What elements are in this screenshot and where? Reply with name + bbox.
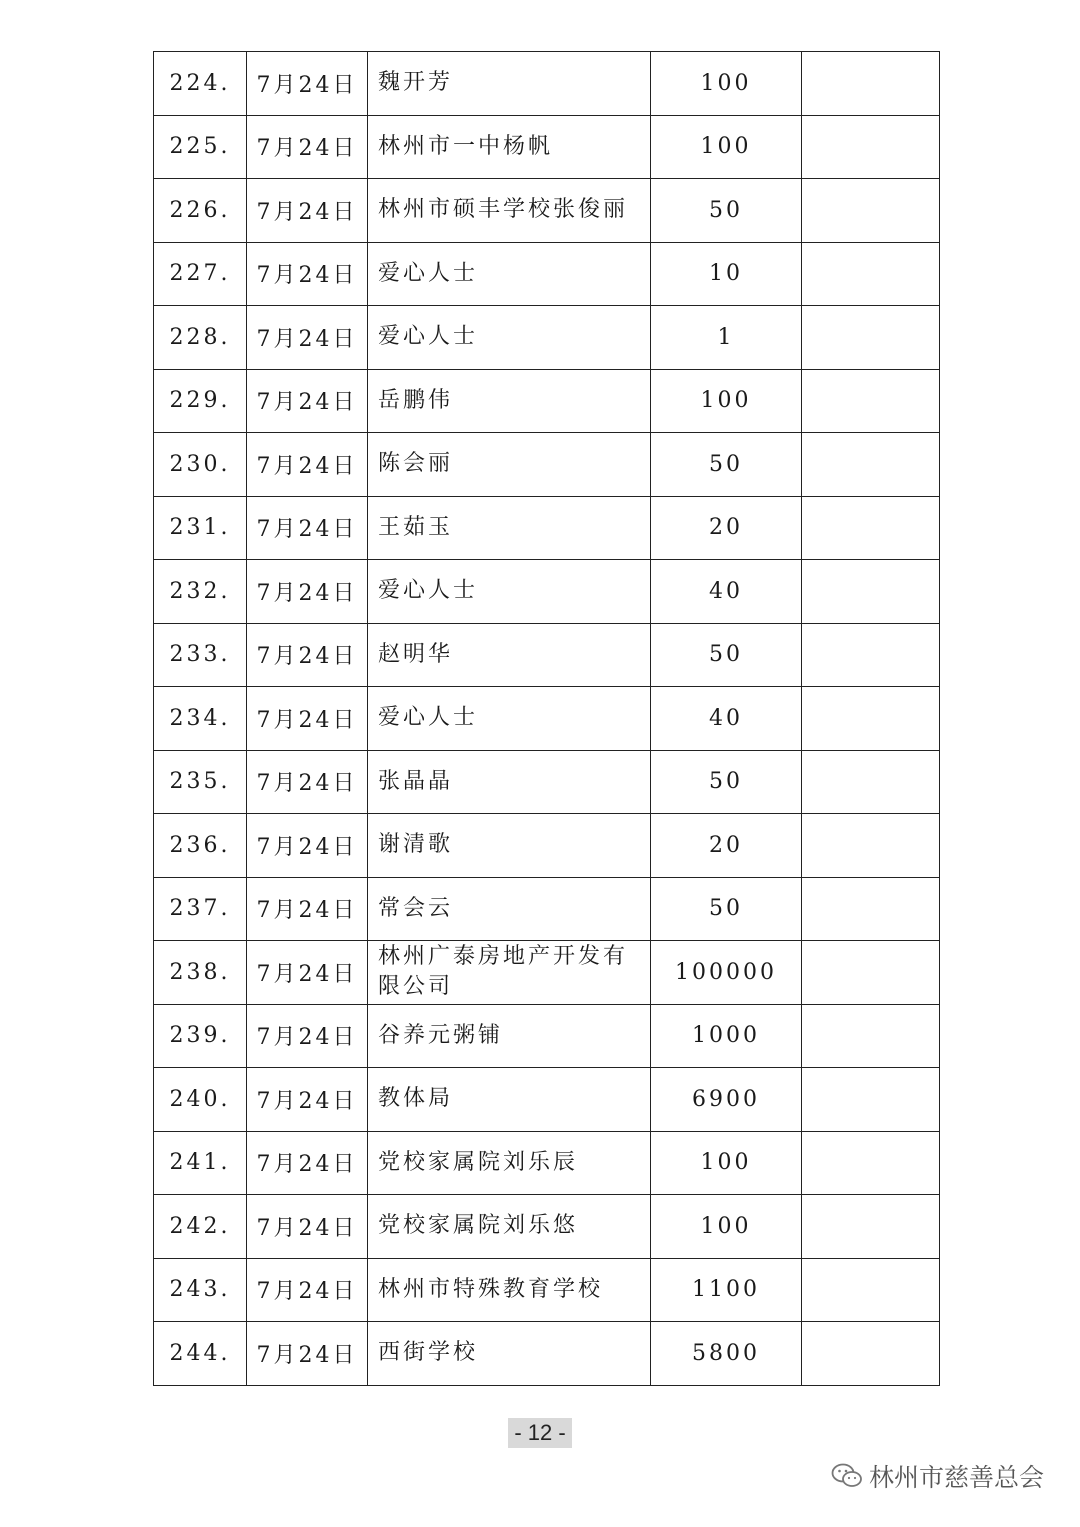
amount-cell: 10 <box>651 242 802 306</box>
note-cell <box>802 1195 940 1259</box>
amount-cell: 50 <box>651 750 802 814</box>
date-cell: 7月24日 <box>247 1068 368 1132</box>
row-number-cell: 232. <box>154 560 247 624</box>
row-number-cell: 234. <box>154 687 247 751</box>
table-row <box>154 496 940 560</box>
note-cell <box>802 115 940 179</box>
date-cell: 7月24日 <box>247 1322 368 1386</box>
amount-cell: 50 <box>651 877 802 941</box>
row-number-cell: 230. <box>154 433 247 497</box>
donor-cell: 党校家属院刘乐悠 <box>368 1195 651 1259</box>
note-cell <box>802 179 940 243</box>
row-number-cell: 231. <box>154 496 247 560</box>
note-cell <box>802 242 940 306</box>
amount-cell: 100 <box>651 52 802 116</box>
date-cell: 7月24日 <box>247 560 368 624</box>
note-cell <box>802 496 940 560</box>
note-cell <box>802 369 940 433</box>
row-number-cell: 235. <box>154 750 247 814</box>
donor-cell: 爱心人士 <box>368 242 651 306</box>
donor-cell: 赵明华 <box>368 623 651 687</box>
row-number-cell: 233. <box>154 623 247 687</box>
table-row <box>154 433 940 497</box>
donor-cell: 爱心人士 <box>368 687 651 751</box>
donor-cell: 爱心人士 <box>368 306 651 370</box>
table-row <box>154 242 940 306</box>
amount-cell: 100 <box>651 369 802 433</box>
note-cell <box>802 560 940 624</box>
date-cell: 7月24日 <box>247 52 368 116</box>
table-row <box>154 623 940 687</box>
amount-cell: 1 <box>651 306 802 370</box>
row-number-cell: 238. <box>154 941 247 1005</box>
note-cell <box>802 623 940 687</box>
donor-cell: 教体局 <box>368 1068 651 1132</box>
donor-cell: 林州广泰房地产开发有限公司 <box>368 941 651 1005</box>
table-row <box>154 115 940 179</box>
note-cell <box>802 1258 940 1322</box>
amount-cell: 100 <box>651 1131 802 1195</box>
row-number-cell: 240. <box>154 1068 247 1132</box>
amount-cell: 6900 <box>651 1068 802 1132</box>
date-cell: 7月24日 <box>247 115 368 179</box>
page-number-label: - 12 - <box>508 1418 571 1448</box>
note-cell <box>802 877 940 941</box>
row-number-cell: 224. <box>154 52 247 116</box>
amount-cell: 100000 <box>651 941 802 1005</box>
note-cell <box>802 306 940 370</box>
amount-cell: 40 <box>651 687 802 751</box>
row-number-cell: 225. <box>154 115 247 179</box>
note-cell <box>802 433 940 497</box>
amount-cell: 50 <box>651 623 802 687</box>
wechat-icon <box>831 1462 863 1490</box>
date-cell: 7月24日 <box>247 1258 368 1322</box>
donor-cell: 党校家属院刘乐辰 <box>368 1131 651 1195</box>
table-row <box>154 1322 940 1386</box>
donation-table-body <box>154 52 940 1386</box>
date-cell: 7月24日 <box>247 1195 368 1259</box>
donor-cell: 魏开芳 <box>368 52 651 116</box>
amount-cell: 20 <box>651 496 802 560</box>
donor-cell: 林州市硕丰学校张俊丽 <box>368 179 651 243</box>
table-row <box>154 941 940 1005</box>
note-cell <box>802 1322 940 1386</box>
table-row <box>154 1004 940 1068</box>
amount-cell: 50 <box>651 179 802 243</box>
date-cell: 7月24日 <box>247 179 368 243</box>
date-cell: 7月24日 <box>247 877 368 941</box>
row-number-cell: 236. <box>154 814 247 878</box>
donor-cell: 林州市特殊教育学校 <box>368 1258 651 1322</box>
row-number-cell: 228. <box>154 306 247 370</box>
date-cell: 7月24日 <box>247 433 368 497</box>
amount-cell: 100 <box>651 115 802 179</box>
donor-cell: 西街学校 <box>368 1322 651 1386</box>
table-row <box>154 814 940 878</box>
donor-cell: 张晶晶 <box>368 750 651 814</box>
date-cell: 7月24日 <box>247 750 368 814</box>
date-cell: 7月24日 <box>247 306 368 370</box>
table-row <box>154 1131 940 1195</box>
donor-cell: 常会云 <box>368 877 651 941</box>
row-number-cell: 241. <box>154 1131 247 1195</box>
date-cell: 7月24日 <box>247 1131 368 1195</box>
amount-cell: 1000 <box>651 1004 802 1068</box>
watermark-text: 林州市慈善总会 <box>868 1463 1044 1492</box>
date-cell: 7月24日 <box>247 242 368 306</box>
note-cell <box>802 750 940 814</box>
date-cell: 7月24日 <box>247 496 368 560</box>
date-cell: 7月24日 <box>247 687 368 751</box>
date-cell: 7月24日 <box>247 623 368 687</box>
row-number-cell: 242. <box>154 1195 247 1259</box>
donor-cell: 爱心人士 <box>368 560 651 624</box>
amount-cell: 5800 <box>651 1322 802 1386</box>
note-cell <box>802 941 940 1005</box>
donor-cell: 林州市一中杨帆 <box>368 115 651 179</box>
row-number-cell: 237. <box>154 877 247 941</box>
table-row <box>154 877 940 941</box>
table-row <box>154 1258 940 1322</box>
donor-cell: 陈会丽 <box>368 433 651 497</box>
table-row <box>154 1068 940 1132</box>
date-cell: 7月24日 <box>247 369 368 433</box>
table-row <box>154 306 940 370</box>
amount-cell: 20 <box>651 814 802 878</box>
note-cell <box>802 814 940 878</box>
account-watermark <box>831 1458 1044 1494</box>
amount-cell: 100 <box>651 1195 802 1259</box>
note-cell <box>802 1068 940 1132</box>
table-row <box>154 687 940 751</box>
note-cell <box>802 1131 940 1195</box>
table-row <box>154 369 940 433</box>
amount-cell: 40 <box>651 560 802 624</box>
table-row <box>154 560 940 624</box>
note-cell <box>802 52 940 116</box>
donor-cell: 王茹玉 <box>368 496 651 560</box>
table-row <box>154 179 940 243</box>
donor-cell: 谢清歌 <box>368 814 651 878</box>
note-cell <box>802 1004 940 1068</box>
row-number-cell: 226. <box>154 179 247 243</box>
note-cell <box>802 687 940 751</box>
row-number-cell: 244. <box>154 1322 247 1386</box>
table-row <box>154 52 940 116</box>
row-number-cell: 229. <box>154 369 247 433</box>
donor-cell: 岳鹏伟 <box>368 369 651 433</box>
table-row <box>154 750 940 814</box>
amount-cell: 50 <box>651 433 802 497</box>
page-number <box>0 1418 1080 1448</box>
row-number-cell: 239. <box>154 1004 247 1068</box>
row-number-cell: 227. <box>154 242 247 306</box>
date-cell: 7月24日 <box>247 941 368 1005</box>
date-cell: 7月24日 <box>247 814 368 878</box>
amount-cell: 1100 <box>651 1258 802 1322</box>
date-cell: 7月24日 <box>247 1004 368 1068</box>
table-row <box>154 1195 940 1259</box>
donation-table <box>153 51 940 1386</box>
donor-cell: 谷养元粥铺 <box>368 1004 651 1068</box>
row-number-cell: 243. <box>154 1258 247 1322</box>
